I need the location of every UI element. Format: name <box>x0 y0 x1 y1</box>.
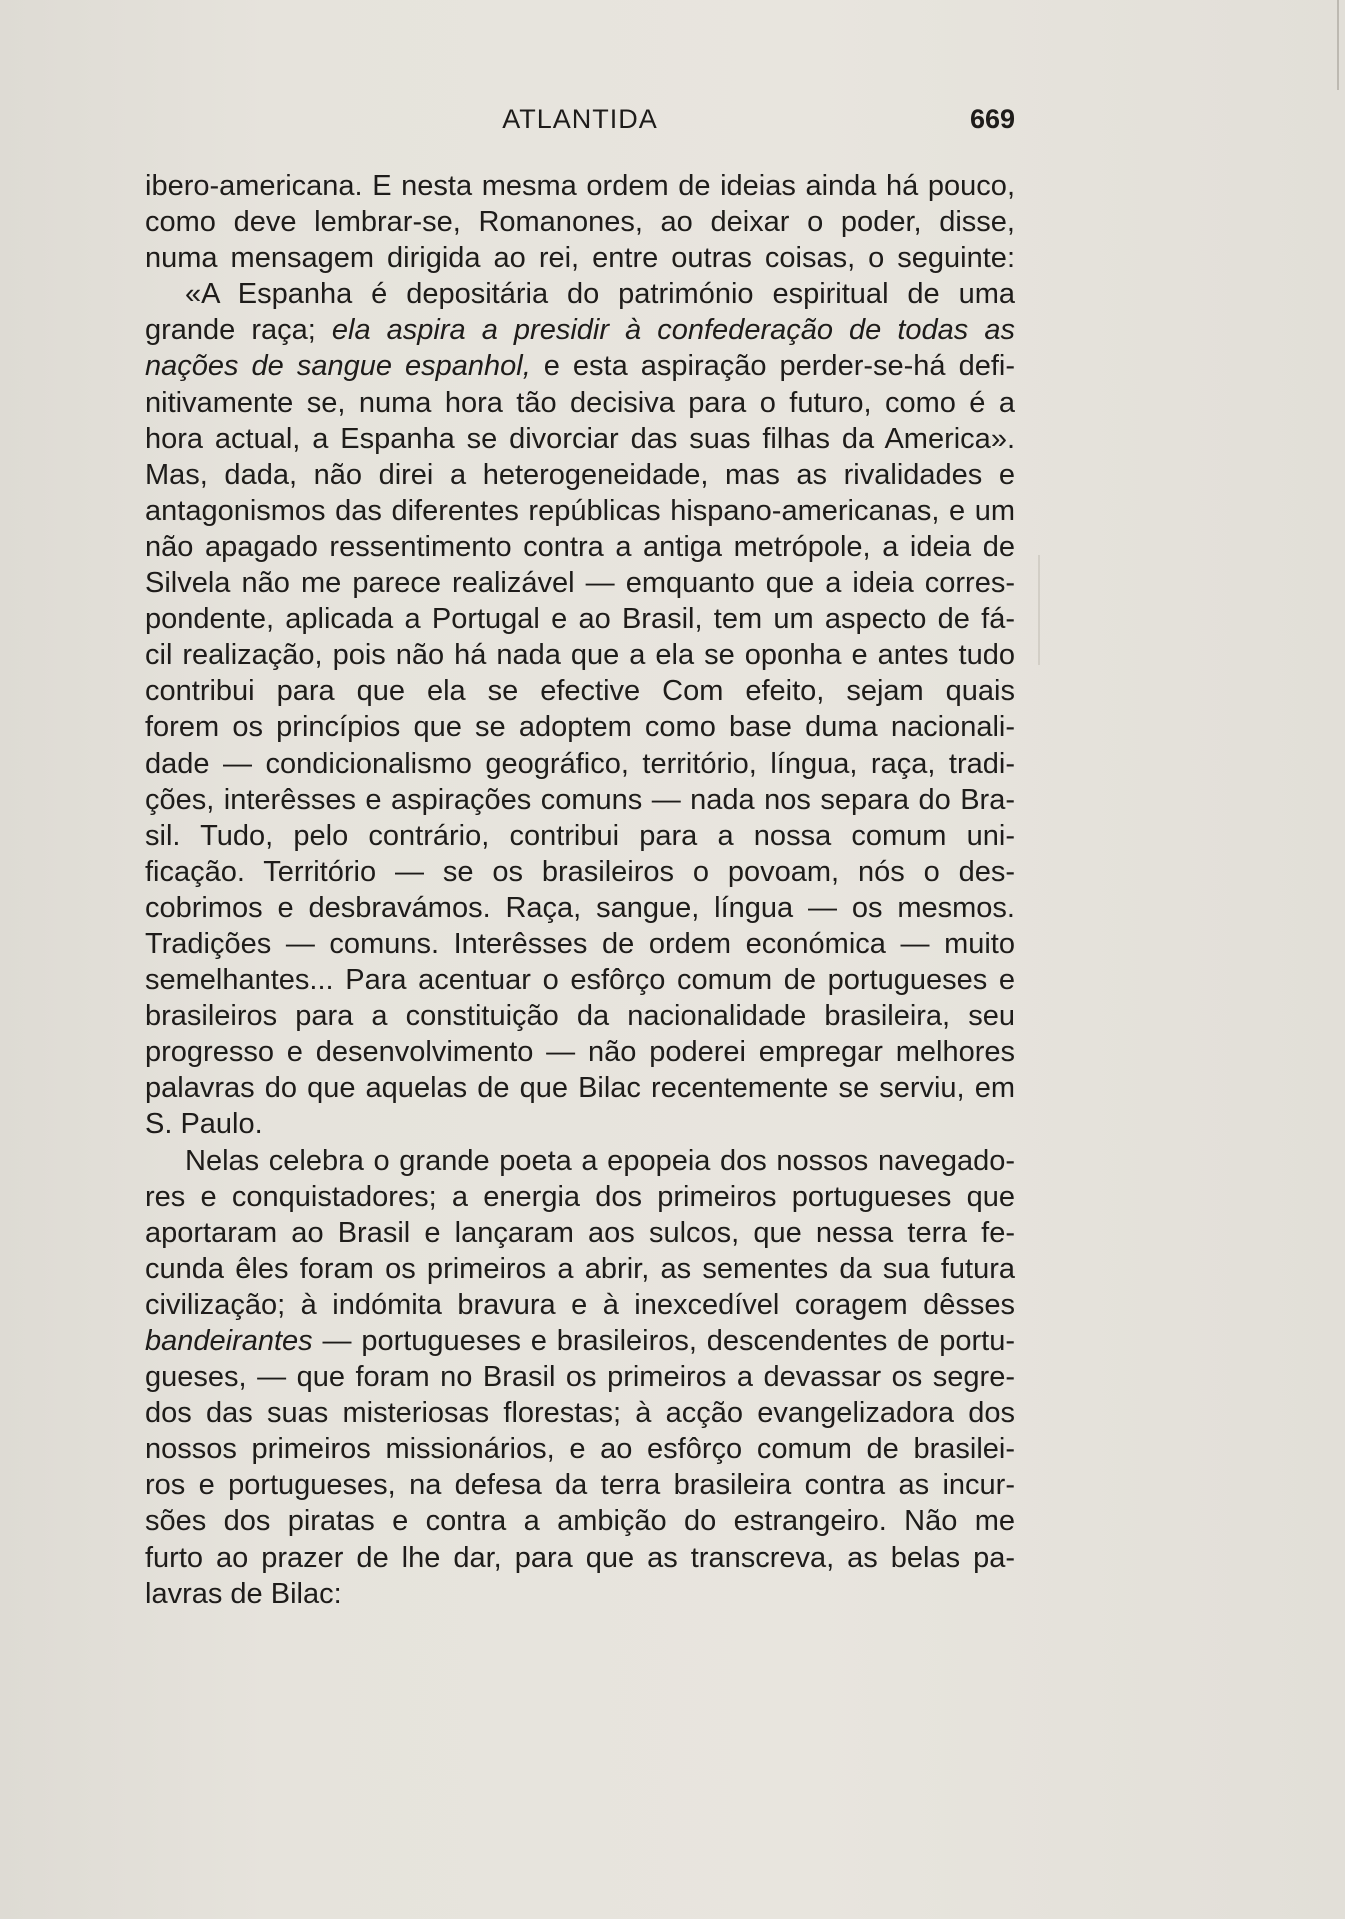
text-line: dade — condicionalismo geográfico, território, língua, raça, tradi- <box>145 747 1015 780</box>
text-line: contribui para que ela se efective Com efeito, sejam quais <box>145 675 1015 708</box>
text-line: «A Espanha é depositária do património espiritual de uma <box>185 278 1015 311</box>
text-line <box>145 348 1015 384</box>
text-line: res e conquistadores; a energia dos primeiros portugueses que <box>145 1180 1015 1213</box>
text-line: Mas, dada, não direi a heterogeneidade, mas as rivalidades e <box>145 458 1015 491</box>
text-line: cobrimos e desbravámos. Raça, sangue, língua — os mesmos. <box>145 891 1015 924</box>
body-text <box>145 168 1015 1612</box>
text-line: gueses, — que foram no Brasil os primeiros a devassar os segre- <box>145 1361 1015 1394</box>
text-line: cunda êles foram os primeiros a abrir, as sementes da sua futura <box>145 1252 1015 1285</box>
text-line: ibero-americana. E nesta mesma ordem de ideias ainda há pouco, <box>145 170 1015 202</box>
text-line: ções, interêsses e aspirações comuns — nada nos separa do Bra- <box>145 783 1015 816</box>
italic-span: bandeirantes <box>145 1325 313 1357</box>
text-line: nitivamente se, numa hora tão decisiva para o futuro, como é a <box>145 386 1015 419</box>
text-line: aportaram ao Brasil e lançaram aos sulcos, que nessa terra fe- <box>145 1216 1015 1249</box>
text-line: não apagado ressentimento contra a antiga metrópole, a ideia de <box>145 530 1015 563</box>
running-title: ATLANTIDA <box>502 104 658 134</box>
text-line: ficação. Território — se os brasileiros o povoam, nós o des- <box>145 855 1015 888</box>
text-span: — portugueses e brasileiros, descendentes de portu- <box>312 1325 1015 1357</box>
text-line: sil. Tudo, pelo contrário, contribui para a nossa comum uni- <box>145 819 1015 852</box>
text-line: lavras de Bilac: <box>145 1577 342 1610</box>
page-header <box>145 100 1015 140</box>
text-line: Nelas celebra o grande poeta a epopeia dos nossos navegado- <box>185 1144 1015 1177</box>
text-line: civilização; à indómita bravura e à inexcedível coragem dêsses <box>145 1288 1015 1321</box>
text-line: Tradições — comuns. Interêsses de ordem económica — muito <box>145 927 1015 960</box>
text-line: ros e portugueses, na defesa da terra brasileira contra as incur- <box>145 1469 1015 1502</box>
text-line: progresso e desenvolvimento — não poderei empregar melhores <box>145 1036 1015 1069</box>
text-line <box>145 312 1015 348</box>
text-line: forem os princípios que se adoptem como base duma nacionali- <box>145 711 1015 744</box>
italic-span: nações de sangue espanhol, <box>145 350 531 383</box>
text-line: dos das suas misteriosas florestas; à acção evangelizadora dos <box>145 1397 1015 1430</box>
page-edge-mark <box>1337 0 1339 90</box>
text-line: antagonismos das diferentes repúblicas hispano-americanas, e um <box>145 494 1015 527</box>
text-line: Silvela não me parece realizável — emquanto que a ideia corres- <box>145 567 1015 600</box>
text-line: brasileiros para a constituição da nacionalidade brasileira, seu <box>145 1000 1015 1033</box>
text-line: numa mensagem dirigida ao rei, entre outras coisas, o seguinte: <box>145 242 1015 275</box>
text-line: como deve lembrar-se, Romanones, ao deixar o poder, disse, <box>145 206 1015 239</box>
text-line: semelhantes... Para acentuar o esfôrço comum de portugueses e <box>145 964 1015 997</box>
text-span: grande raça; <box>145 314 332 347</box>
text-line: hora actual, a Espanha se divorciar das suas filhas da America». <box>145 422 1015 455</box>
page-edge-mark <box>1038 555 1040 665</box>
italic-span: ela aspira a presidir à confederação de todas as <box>331 314 1015 347</box>
text-line: cil realização, pois não há nada que a ela se oponha e antes tudo <box>145 639 1015 672</box>
text-span: e esta aspiração perder-se-há defi- <box>530 350 1015 383</box>
text-line: nossos primeiros missionários, e ao esfôrço comum de brasilei- <box>145 1433 1015 1466</box>
text-line <box>145 1323 1015 1359</box>
text-line: S. Paulo. <box>145 1108 263 1141</box>
text-line: sões dos piratas e contra a ambição do estrangeiro. Não me <box>145 1505 1015 1538</box>
text-line: palavras do que aquelas de que Bilac recentemente se serviu, em <box>145 1072 1015 1105</box>
text-line: furto ao prazer de lhe dar, para que as transcreva, as belas pa- <box>145 1541 1015 1574</box>
page-number: 669 <box>969 104 1015 134</box>
text-line: pondente, aplicada a Portugal e ao Brasil, tem um aspecto de fá- <box>145 603 1015 636</box>
